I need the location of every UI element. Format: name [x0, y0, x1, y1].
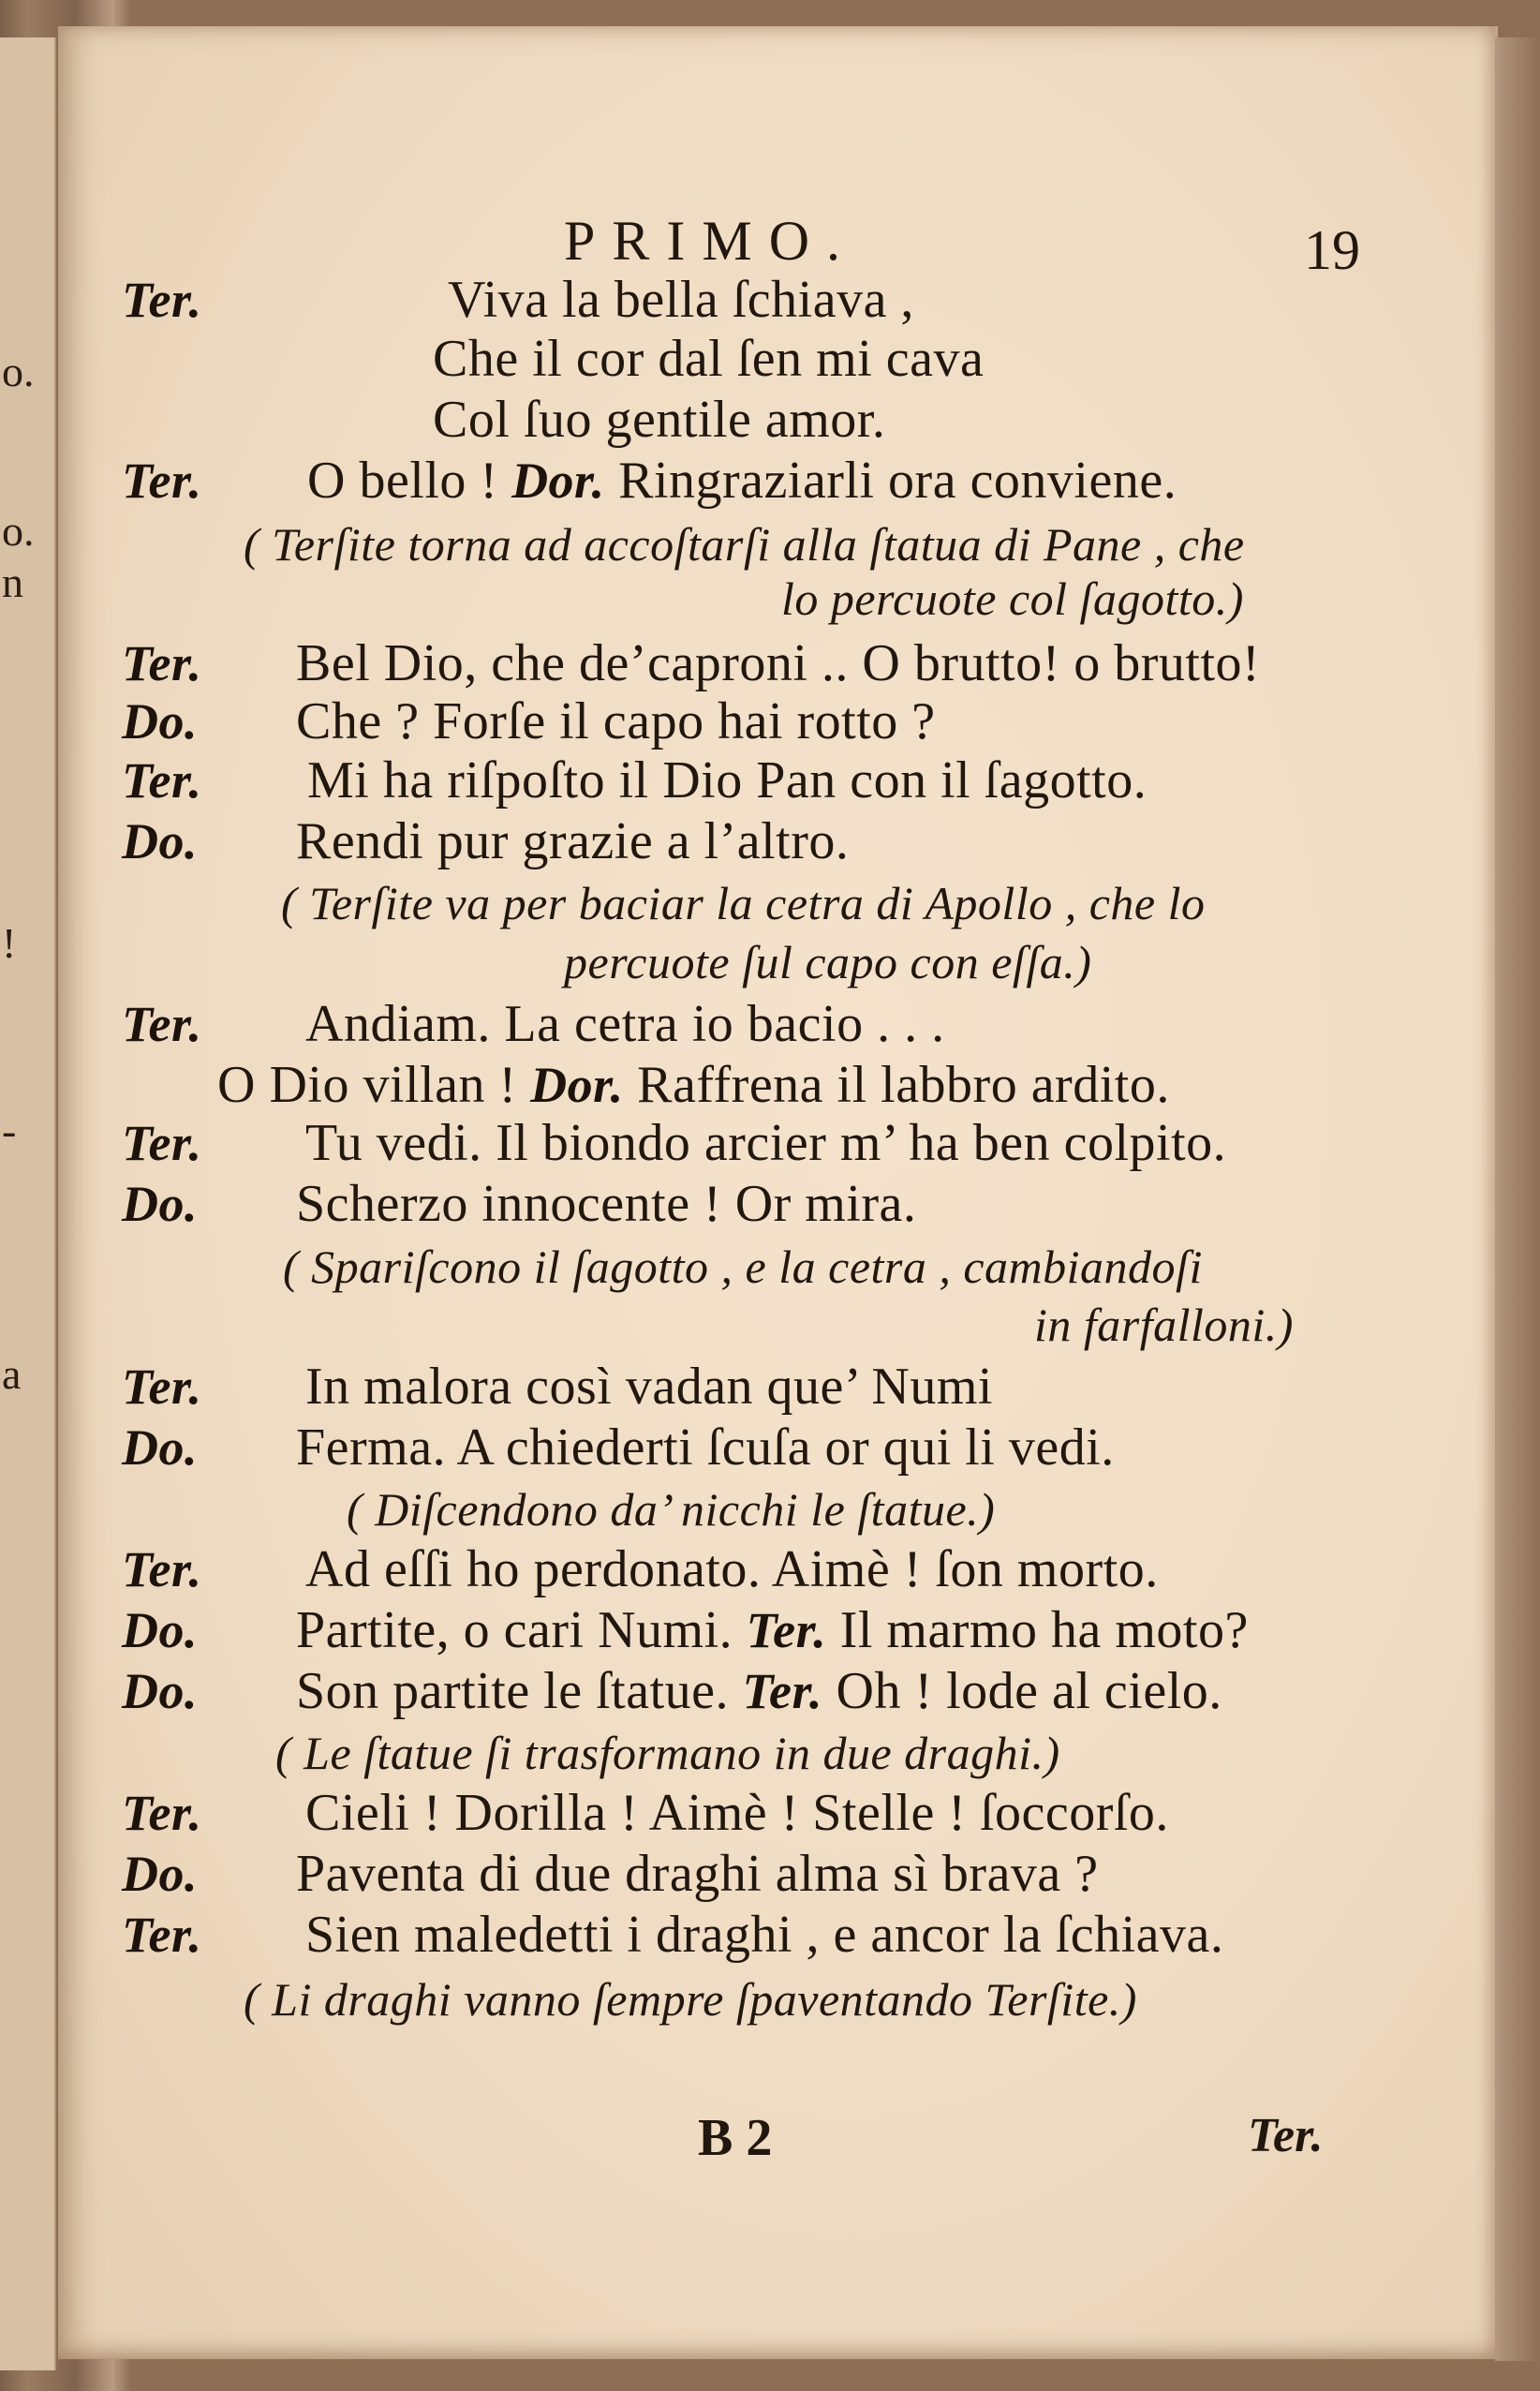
text-line [275, 1724, 1060, 1781]
stage-direction: ( Terſite va per baciar la cetra di Apollo , che lo [281, 877, 1206, 929]
stage-direction: in farfalloni.) [1034, 1299, 1294, 1351]
text-line [122, 1663, 1222, 1719]
text-line [122, 996, 945, 1052]
text-line [122, 1602, 1249, 1658]
verse-text: Bel Dio, che de’caproni .. O brutto! o brutto! [296, 634, 1261, 692]
verse-text: O Dio villan ! [217, 1056, 531, 1114]
signature-mark: B 2 [698, 2109, 773, 2167]
verse-text: Che il cor dal ſen mi cava [433, 330, 985, 388]
speaker-label: Ter. [742, 1663, 823, 1719]
speaker-label: Do. [122, 1846, 198, 1902]
verse-text: Mi ha riſpoſto il Dio Pan con il ſagotto. [307, 751, 1148, 809]
text-line [122, 693, 936, 750]
verse-text: Scherzo innocente ! Or mira. [296, 1175, 917, 1233]
verse-text: Paventa di due draghi alma sì brava ? [296, 1845, 1099, 1903]
catchword: Ter. [1248, 2109, 1324, 2162]
text-line [564, 933, 1091, 990]
stage-direction: ( Le ſtatue ſi trasformano in due draghi.) [275, 1727, 1060, 1779]
verse-text: Viva la bella ſchiava , [448, 271, 914, 329]
text-line [281, 874, 1206, 931]
verse-text: In malora così vadan que’ Numi [305, 1358, 993, 1416]
text-line [122, 272, 914, 328]
verse-text: O bello ! [307, 452, 512, 510]
stage-direction: ( Li draghi vanno ſempre ſpaventando Terſite.) [244, 1973, 1137, 2026]
speaker-label: Ter. [122, 635, 202, 691]
text-line [122, 453, 1177, 509]
speaker-label: Ter. [122, 1359, 202, 1415]
facing-page-fragment: - [2, 1106, 17, 1154]
text-line [122, 1541, 1159, 1597]
book-page [58, 26, 1498, 2359]
stage-direction: ( Terſite torna ad accoſtarſi alla ſtatua di Pane , che [244, 518, 1245, 571]
page-edge-shadow [1495, 37, 1540, 2361]
verse-text: Ferma. A chiederti ſcuſa or qui li vedi. [296, 1418, 1115, 1477]
stage-direction: ( Diſcendono da’ nicchi le ſtatue.) [347, 1483, 996, 1536]
text-line [122, 1176, 916, 1232]
text-line [122, 1846, 1099, 1902]
verse-text: Oh ! lode al cielo. [822, 1662, 1222, 1720]
text-line [347, 1480, 995, 1537]
text-line [283, 1238, 1203, 1295]
speaker-label: Ter. [122, 272, 202, 328]
stage-direction: lo percuote col ſagotto.) [781, 572, 1244, 625]
verse-text: Cieli ! Dorilla ! Aimè ! Stelle ! ſoccorſo. [305, 1784, 1169, 1842]
facing-page-fragment: o. [2, 507, 35, 555]
speaker-label: Do. [122, 693, 198, 750]
stage-direction: ( Spariſcono il ſagotto , e la cetra , cambiandoſi [283, 1240, 1203, 1293]
verse-text: Raffrena il labbro ardito. [623, 1056, 1170, 1114]
text-line [1034, 1296, 1294, 1353]
verse-text: Tu vedi. Il biondo arcier m’ ha ben colpito. [305, 1114, 1227, 1172]
text-line [244, 1970, 1137, 2027]
speaker-label: Do. [122, 1419, 198, 1476]
text-line [781, 570, 1244, 627]
speaker-label: Do. [122, 1176, 198, 1232]
facing-page-edge [0, 37, 56, 2370]
speaker-label: Dor. [530, 1057, 624, 1113]
facing-page-fragment: a [2, 1350, 22, 1398]
verse-text: Ad eſſi ho perdonato. Aimè ! ſon morto. [305, 1540, 1159, 1598]
verse-text: Sien maledetti i draghi , e ancor la ſchiava. [305, 1906, 1224, 1964]
text-line [433, 392, 885, 448]
verse-text: Partite, o cari Numi. [296, 1601, 747, 1659]
verse-text: Che ? Forſe il capo hai rotto ? [296, 692, 936, 750]
verse-text: Andiam. La cetra io bacio . . . [305, 995, 945, 1053]
speaker-label: Dor. [511, 453, 605, 509]
text-line [122, 1419, 1115, 1476]
facing-page-fragment: ! [2, 919, 17, 967]
speaker-label: Do. [122, 1602, 198, 1658]
text-line [122, 1907, 1223, 1963]
speaker-label: Ter. [122, 996, 202, 1052]
facing-page-fragment: n [2, 558, 23, 606]
speaker-label: Ter. [122, 453, 202, 509]
verse-text: Rendi pur grazie a l’altro. [296, 812, 850, 870]
text-line [122, 1359, 993, 1415]
speaker-label: Ter. [122, 1115, 202, 1171]
text-line [433, 331, 984, 387]
running-title: PRIMO. [564, 210, 858, 272]
speaker-label: Ter. [122, 1785, 202, 1841]
verse-text: Col ſuo gentile amor. [433, 391, 886, 449]
text-line [122, 813, 849, 869]
speaker-label: Ter. [122, 1541, 202, 1597]
text-line [244, 515, 1245, 572]
speaker-label: Ter. [122, 752, 202, 809]
text-line [122, 1785, 1169, 1841]
speaker-label: Ter. [746, 1602, 827, 1658]
facing-page-fragment: o. [2, 348, 35, 395]
verse-text: Son partite le ſtatue. [296, 1662, 743, 1720]
speaker-label: Ter. [122, 1907, 202, 1963]
speaker-label: Do. [122, 813, 198, 869]
text-line [122, 635, 1260, 691]
text-line [122, 1115, 1226, 1171]
stage-direction: percuote ſul capo con eſſa.) [564, 936, 1092, 988]
verse-text: Il marmo ha moto? [826, 1601, 1249, 1659]
text-line [217, 1057, 1170, 1113]
page-number: 19 [1304, 219, 1360, 281]
speaker-label: Do. [122, 1663, 198, 1719]
verse-text: Ringraziarli ora conviene. [604, 452, 1177, 510]
text-line [122, 752, 1147, 809]
